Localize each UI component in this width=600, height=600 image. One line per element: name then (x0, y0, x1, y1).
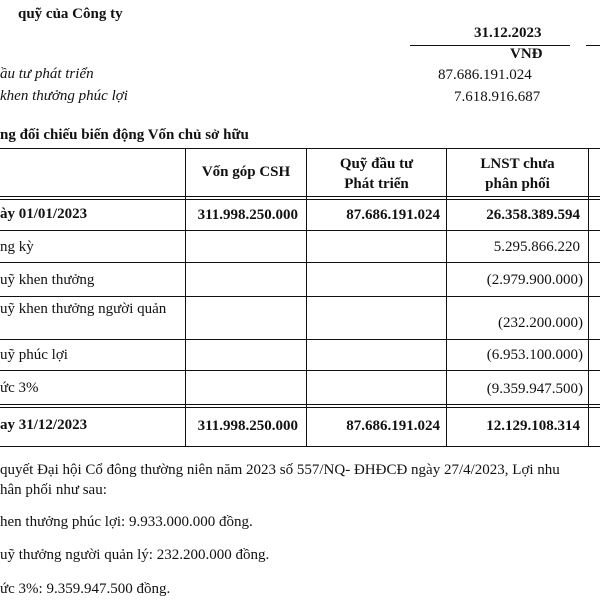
cell-retained-earnings: (6.953.100.000) (486, 347, 583, 363)
row-label: uỹ khen thưởng (0, 272, 95, 288)
column-header-investment-fund: Quỹ đầu tư Phát triển (339, 156, 414, 192)
cell-retained-earnings: (2.979.900.000) (486, 272, 583, 288)
cell-retained-earnings: 12.129.108.314 (486, 418, 580, 434)
column-header-retained-earnings: LNST chưa phân phối (480, 156, 555, 192)
row-label: ay 31/12/2023 (0, 417, 88, 433)
row-label: ày 01/01/2023 (0, 206, 88, 222)
fund-item-label: khen thưởng phúc lợi (0, 88, 128, 104)
cell-investment-fund: 87.686.191.024 (346, 418, 440, 434)
note-bullet: ức 3%: 9.359.947.500 đồng. (0, 581, 171, 597)
row-label: uỹ phúc lợi (0, 347, 68, 363)
cell-retained-earnings: 5.295.866.220 (493, 239, 580, 255)
fund-item-value: 87.686.191.024 (438, 67, 532, 83)
row-label: uỹ khen thưởng người quản (0, 301, 167, 317)
note-paragraph-line2: hân phối như sau: (0, 482, 107, 498)
fund-item-value: 7.618.916.687 (454, 89, 541, 105)
cell-investment-fund: 87.686.191.024 (346, 207, 440, 223)
row-label: ng kỳ (0, 239, 34, 255)
note-bullet: uỹ thưởng người quản lý: 232.200.000 đồng. (0, 547, 270, 563)
column-header-capital: Vốn góp CSH (201, 164, 291, 180)
fund-section-heading: quỹ của Công ty (18, 6, 123, 22)
note-paragraph-line1: quyết Đại hội Cổ đông thường niên năm 2023 số 557/NQ- ĐHĐCĐ ngày 27/4/2023, Lợi nhu (0, 462, 560, 478)
cell-retained-earnings: 26.358.389.594 (486, 207, 580, 223)
cell-capital: 311.998.250.000 (197, 418, 298, 434)
fund-item-label: ầu tư phát triển (0, 66, 94, 82)
note-bullet: hen thưởng phúc lợi: 9.933.000.000 đồng. (0, 514, 253, 530)
cell-capital: 311.998.250.000 (197, 207, 298, 223)
currency-label: VNĐ (510, 46, 543, 62)
cell-retained-earnings: (232.200.000) (498, 315, 583, 331)
date-underline (410, 45, 570, 46)
date-underline-right (586, 45, 600, 46)
row-label: ức 3% (0, 380, 39, 396)
fund-date-header: 31.12.2023 (474, 25, 542, 41)
equity-section-heading: ng đối chiếu biến động Vốn chủ sở hữu (0, 127, 249, 143)
cell-retained-earnings: (9.359.947.500) (486, 381, 583, 397)
